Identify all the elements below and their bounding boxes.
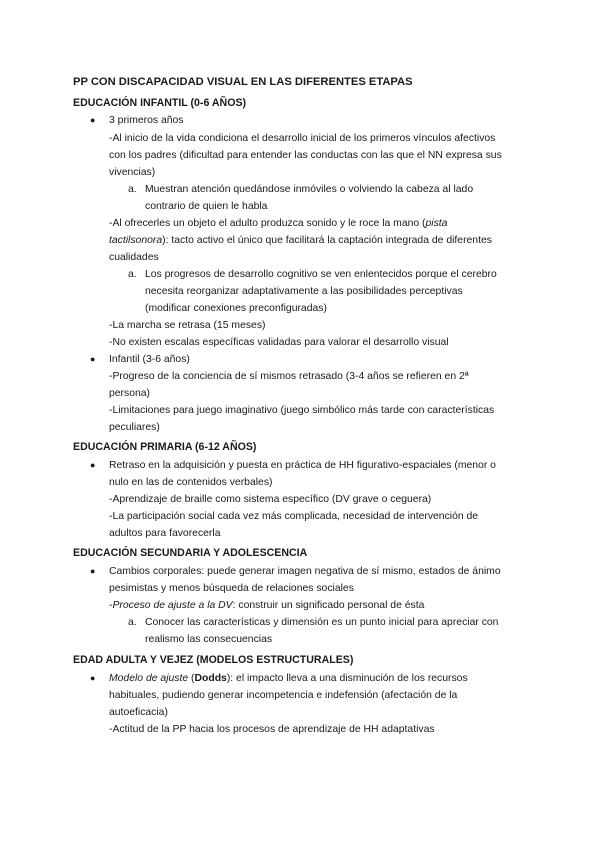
sub-item-continued: realismo las consecuencias [145, 634, 273, 645]
text-line: -Progreso de la conciencia de sí mismos retrasado (3-4 años se refieren en 2ª [109, 371, 469, 382]
text-line: nulo en las de contenidos verbales) [109, 477, 273, 488]
bullet-item [109, 670, 468, 687]
list-marker: a. [128, 184, 137, 195]
bullet-icon: ● [90, 566, 96, 576]
italic-term: Proceso de ajuste a la DV [112, 600, 233, 611]
sub-item: Muestran atención quedándose inmóviles o volviendo la cabeza al lado [145, 184, 474, 195]
text-line: adultos para favorecerla [109, 528, 221, 539]
text-line: -Limitaciones para juego imaginativo (juego simbólico más tarde con características [109, 405, 495, 416]
bold-term: Dodds [194, 673, 227, 684]
bullet-icon: ● [90, 673, 96, 683]
text-line: peculiares) [109, 422, 160, 433]
text-segment: ): el impacto lleva a una disminución de los recursos [226, 673, 468, 684]
section-heading-adulta: EDAD ADULTA Y VEJEZ (MODELOS ESTRUCTURALES) [73, 654, 354, 666]
list-marker: a. [128, 617, 137, 628]
text-line: autoeficacia) [109, 707, 168, 718]
text-line: cualidades [109, 252, 159, 263]
text-line: con los padres (dificultad para entender las conductas con las que el NN expresa sus [109, 150, 502, 161]
bullet-icon: ● [90, 115, 96, 125]
text-line: -La marcha se retrasa (15 meses) [109, 320, 266, 331]
text-line: persona) [109, 388, 151, 399]
italic-term: pista [425, 218, 448, 229]
text-line: -Actitud de la PP hacia los procesos de aprendizaje de HH adaptativas [109, 724, 435, 735]
list-marker: a. [128, 269, 137, 280]
sub-item: Los progresos de desarrollo cognitivo se ven enlentecidos porque el cerebro [145, 269, 497, 280]
bullet-item: Infantil (3-6 años) [109, 354, 190, 365]
text-line: -Al inicio de la vida condiciona el desarrollo inicial de los primeros vínculos afectivos [109, 133, 496, 144]
bullet-item: 3 primeros años [109, 115, 184, 126]
text-line: vivencias) [109, 167, 156, 178]
text-line: habituales, pudiendo generar incompetencia e indefensión (afectación de la [109, 690, 458, 701]
sub-item: Conocer las características y dimensión es un punto inicial para apreciar con [145, 617, 499, 628]
text-line [109, 597, 424, 614]
document-title: PP CON DISCAPACIDAD VISUAL EN LAS DIFERENTES ETAPAS [73, 76, 413, 88]
bullet-item: Cambios corporales: puede generar imagen negativa de sí mismo, estados de ánimo [109, 566, 501, 577]
sub-item-continued: contrario de quien le habla [145, 201, 268, 212]
text-segment: -Al ofrecerles un objeto el adulto produzca sonido y le roce la mano ( [109, 218, 426, 229]
text-line: -No existen escalas específicas validadas para valorar el desarrollo visual [109, 337, 449, 348]
italic-term: tactilsonora [109, 235, 163, 246]
text-segment: ( [188, 673, 195, 684]
bullet-item: Retraso en la adquisición y puesta en práctica de HH figurativo-espaciales (menor o [109, 460, 496, 471]
bullet-icon: ● [90, 354, 96, 364]
sub-item-continued: necesita reorganizar adaptativamente a las posibilidades perceptivas [145, 286, 463, 297]
section-heading-secundaria: EDUCACIÓN SECUNDARIA Y ADOLESCENCIA [73, 547, 308, 559]
text-segment: ): tacto activo el único que facilitará la captación integrada de diferentes [162, 235, 492, 246]
text-line: pesimistas y menos búsqueda de relaciones sociales [109, 583, 354, 594]
text-line [109, 232, 492, 249]
section-heading-primaria: EDUCACIÓN PRIMARIA (6-12 AÑOS) [73, 441, 257, 453]
bullet-icon: ● [90, 460, 96, 470]
text-line: -Aprendizaje de braille como sistema específico (DV grave o ceguera) [109, 494, 432, 505]
text-line [109, 215, 447, 232]
text-segment: : construir un significado personal de ésta [232, 600, 425, 611]
sub-item-continued: (modificar conexiones preconfiguradas) [145, 303, 327, 314]
italic-term: Modelo de ajuste [109, 673, 189, 684]
section-heading-infantil: EDUCACIÓN INFANTIL (0-6 AÑOS) [73, 97, 247, 109]
text-line: -La participación social cada vez más complicada, necesidad de intervención de [109, 511, 479, 522]
text-segment: - [109, 600, 113, 611]
